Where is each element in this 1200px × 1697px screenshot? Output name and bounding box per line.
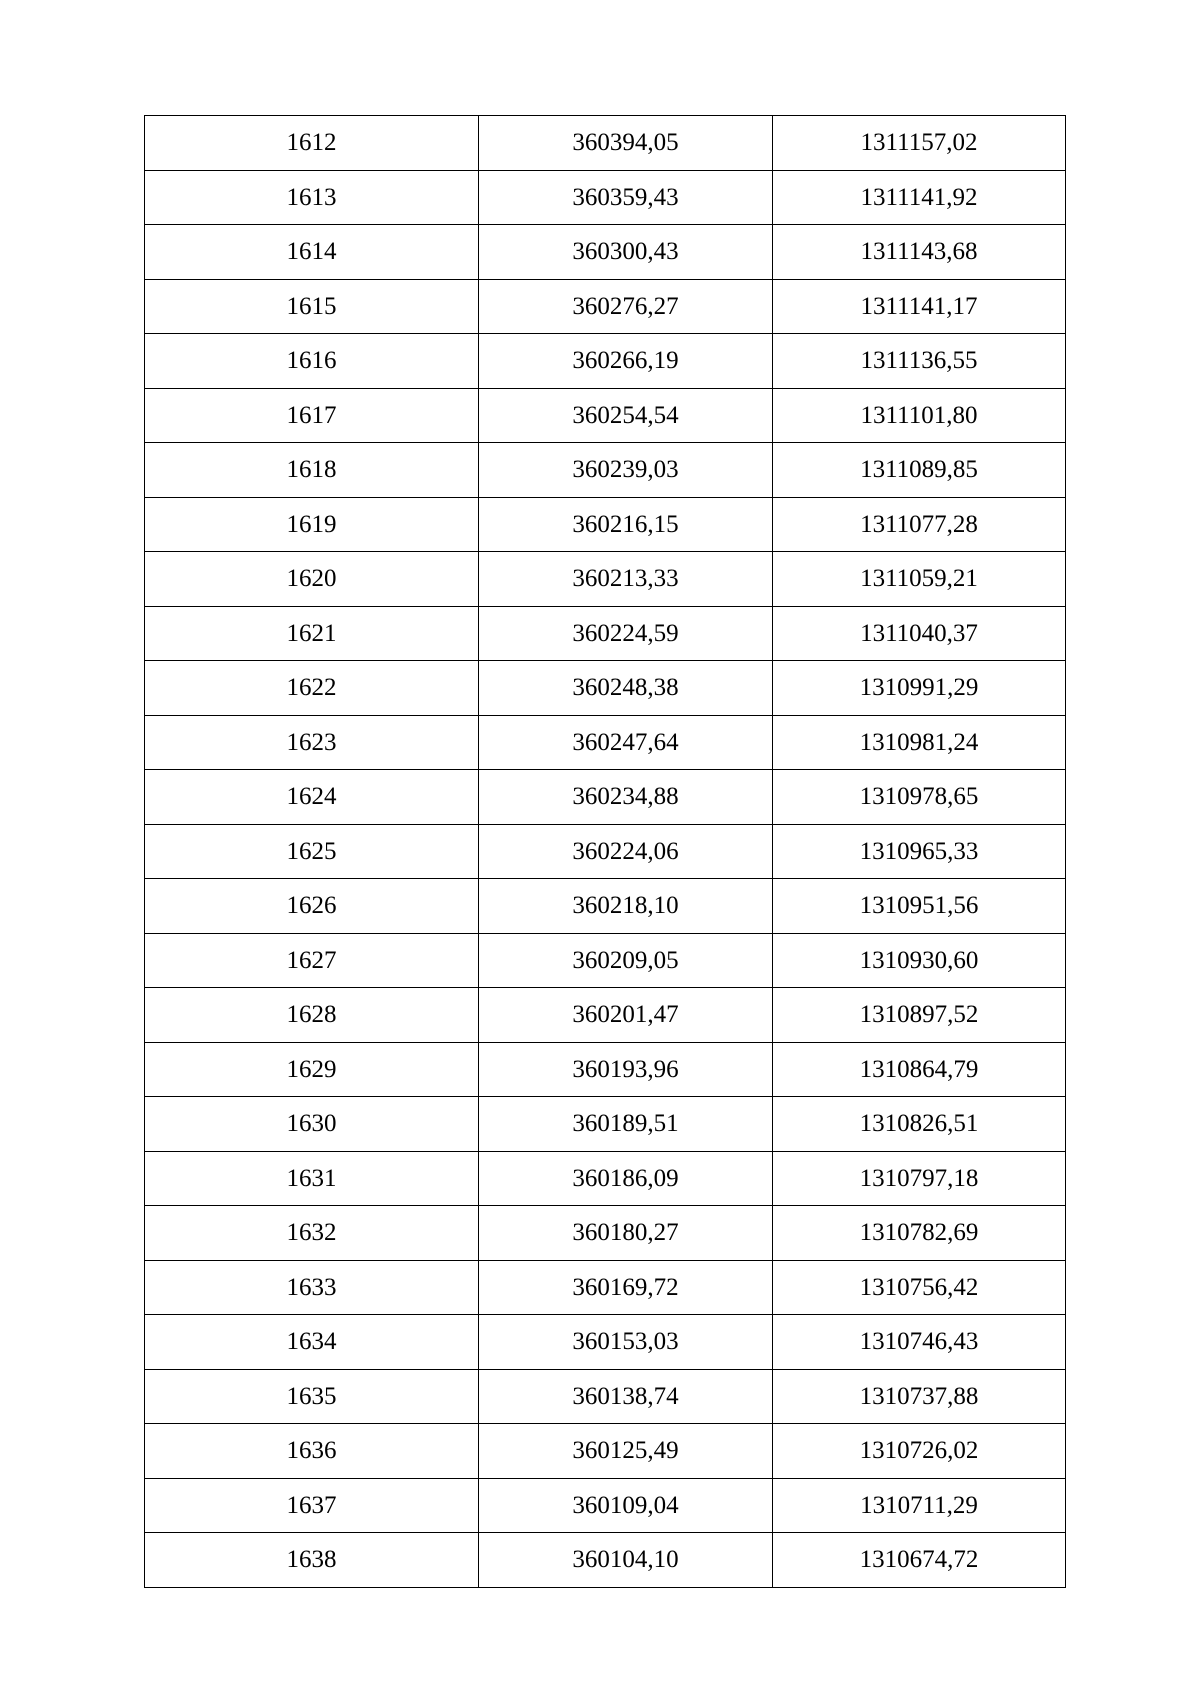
table-row [145,770,1066,825]
point-number-cell: 1629 [145,1042,479,1097]
y-coordinate-cell: 1311157,02 [773,116,1066,171]
table-row [145,1206,1066,1261]
y-coordinate-cell: 1310746,43 [773,1315,1066,1370]
y-coordinate-cell: 1311077,28 [773,497,1066,552]
y-coordinate-cell: 1310826,51 [773,1097,1066,1152]
table-row [145,279,1066,334]
table-row [145,606,1066,661]
y-coordinate-cell: 1310674,72 [773,1533,1066,1588]
table-row [145,116,1066,171]
table-row [145,334,1066,389]
point-number-cell: 1619 [145,497,479,552]
table-row [145,1151,1066,1206]
table-row [145,661,1066,716]
x-coordinate-cell: 360125,49 [479,1424,773,1479]
point-number-cell: 1621 [145,606,479,661]
y-coordinate-cell: 1311040,37 [773,606,1066,661]
table-row [145,1424,1066,1479]
table-row [145,497,1066,552]
coordinates-table-body [145,116,1066,1588]
point-number-cell: 1631 [145,1151,479,1206]
y-coordinate-cell: 1310726,02 [773,1424,1066,1479]
y-coordinate-cell: 1311141,17 [773,279,1066,334]
point-number-cell: 1612 [145,116,479,171]
table-row [145,715,1066,770]
table-row [145,443,1066,498]
table-row [145,1260,1066,1315]
y-coordinate-cell: 1310864,79 [773,1042,1066,1097]
table-row [145,170,1066,225]
point-number-cell: 1630 [145,1097,479,1152]
table-row [145,879,1066,934]
y-coordinate-cell: 1310965,33 [773,824,1066,879]
x-coordinate-cell: 360218,10 [479,879,773,934]
y-coordinate-cell: 1310797,18 [773,1151,1066,1206]
point-number-cell: 1633 [145,1260,479,1315]
point-number-cell: 1618 [145,443,479,498]
point-number-cell: 1616 [145,334,479,389]
x-coordinate-cell: 360394,05 [479,116,773,171]
x-coordinate-cell: 360254,54 [479,388,773,443]
y-coordinate-cell: 1310978,65 [773,770,1066,825]
table-row [145,388,1066,443]
y-coordinate-cell: 1311143,68 [773,225,1066,280]
x-coordinate-cell: 360109,04 [479,1478,773,1533]
x-coordinate-cell: 360216,15 [479,497,773,552]
x-coordinate-cell: 360153,03 [479,1315,773,1370]
x-coordinate-cell: 360234,88 [479,770,773,825]
point-number-cell: 1638 [145,1533,479,1588]
point-number-cell: 1615 [145,279,479,334]
table-row [145,1478,1066,1533]
x-coordinate-cell: 360224,59 [479,606,773,661]
x-coordinate-cell: 360189,51 [479,1097,773,1152]
x-coordinate-cell: 360138,74 [479,1369,773,1424]
table-row [145,1369,1066,1424]
x-coordinate-cell: 360104,10 [479,1533,773,1588]
x-coordinate-cell: 360276,27 [479,279,773,334]
point-number-cell: 1637 [145,1478,479,1533]
point-number-cell: 1620 [145,552,479,607]
y-coordinate-cell: 1310991,29 [773,661,1066,716]
point-number-cell: 1626 [145,879,479,934]
y-coordinate-cell: 1311101,80 [773,388,1066,443]
point-number-cell: 1636 [145,1424,479,1479]
point-number-cell: 1625 [145,824,479,879]
y-coordinate-cell: 1310711,29 [773,1478,1066,1533]
x-coordinate-cell: 360186,09 [479,1151,773,1206]
x-coordinate-cell: 360180,27 [479,1206,773,1261]
x-coordinate-cell: 360169,72 [479,1260,773,1315]
table-row [145,552,1066,607]
y-coordinate-cell: 1311141,92 [773,170,1066,225]
table-row [145,1315,1066,1370]
y-coordinate-cell: 1311089,85 [773,443,1066,498]
y-coordinate-cell: 1310756,42 [773,1260,1066,1315]
point-number-cell: 1634 [145,1315,479,1370]
point-number-cell: 1614 [145,225,479,280]
point-number-cell: 1628 [145,988,479,1043]
point-number-cell: 1622 [145,661,479,716]
x-coordinate-cell: 360266,19 [479,334,773,389]
point-number-cell: 1635 [145,1369,479,1424]
table-row [145,933,1066,988]
table-row [145,225,1066,280]
y-coordinate-cell: 1310897,52 [773,988,1066,1043]
y-coordinate-cell: 1311059,21 [773,552,1066,607]
point-number-cell: 1617 [145,388,479,443]
point-number-cell: 1627 [145,933,479,988]
x-coordinate-cell: 360209,05 [479,933,773,988]
point-number-cell: 1623 [145,715,479,770]
table-row [145,1533,1066,1588]
y-coordinate-cell: 1310981,24 [773,715,1066,770]
table-row [145,988,1066,1043]
x-coordinate-cell: 360359,43 [479,170,773,225]
x-coordinate-cell: 360247,64 [479,715,773,770]
coordinates-table [144,115,1066,1588]
x-coordinate-cell: 360213,33 [479,552,773,607]
table-row [145,1097,1066,1152]
point-number-cell: 1632 [145,1206,479,1261]
y-coordinate-cell: 1310782,69 [773,1206,1066,1261]
point-number-cell: 1613 [145,170,479,225]
table-row [145,824,1066,879]
x-coordinate-cell: 360201,47 [479,988,773,1043]
y-coordinate-cell: 1310737,88 [773,1369,1066,1424]
point-number-cell: 1624 [145,770,479,825]
x-coordinate-cell: 360239,03 [479,443,773,498]
y-coordinate-cell: 1311136,55 [773,334,1066,389]
x-coordinate-cell: 360224,06 [479,824,773,879]
x-coordinate-cell: 360193,96 [479,1042,773,1097]
y-coordinate-cell: 1310930,60 [773,933,1066,988]
x-coordinate-cell: 360248,38 [479,661,773,716]
table-row [145,1042,1066,1097]
y-coordinate-cell: 1310951,56 [773,879,1066,934]
x-coordinate-cell: 360300,43 [479,225,773,280]
